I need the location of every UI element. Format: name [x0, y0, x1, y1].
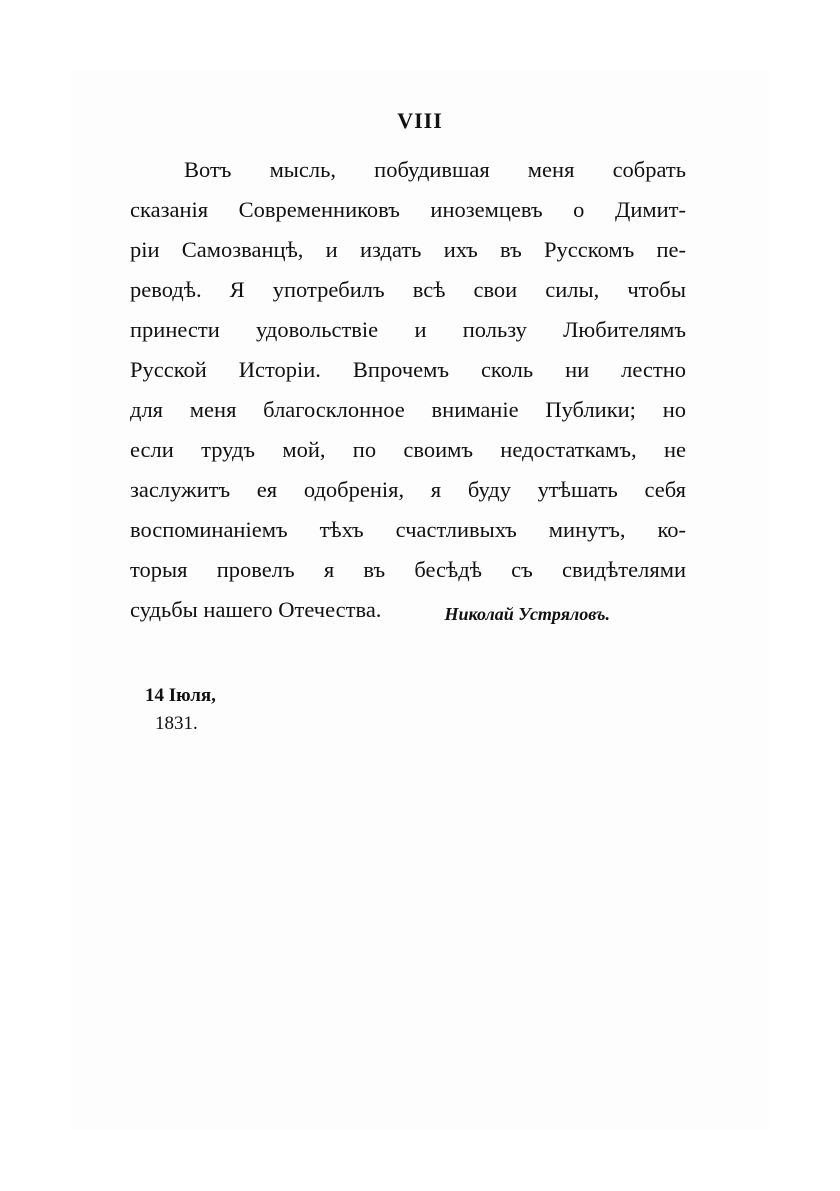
year-text: 1831.	[155, 713, 198, 734]
paragraph-line: сказанія Современниковъ иноземцевъ о Димит-	[130, 197, 686, 222]
paragraph-line: заслужитъ ея одобренія, я буду утѣшать себя	[130, 477, 686, 502]
paragraph-line: Русской Исторіи. Впрочемъ сколь ни лестно	[130, 357, 686, 382]
paragraph-line: для меня благосклонное вниманіе Публики; но	[130, 397, 686, 422]
paragraph-line: если трудъ мой, по своимъ недостаткамъ, не	[130, 437, 686, 462]
paragraph-line: ріи Самозванцѣ, и издать ихъ въ Русскомъ пе-	[130, 237, 686, 262]
preface-paragraph	[130, 150, 686, 630]
paragraph-line: реводѣ. Я употребилъ всѣ свои силы, чтобы	[130, 277, 686, 302]
paragraph-line: судьбы нашего Отечества.	[130, 597, 382, 622]
paragraph-line: торыя провелъ я въ бесѣдѣ съ свидѣтелями	[130, 557, 686, 582]
dateline	[145, 682, 216, 738]
paragraph-line: принести удовольствіе и пользу Любителямъ	[130, 317, 686, 342]
author-signature: Николай Устряловъ.	[444, 604, 610, 624]
page-number: VIII	[397, 108, 443, 133]
paragraph-line: Вотъ мысль, побудившая меня собрать	[184, 157, 686, 182]
date-text: 14 Іюля,	[145, 685, 216, 706]
paragraph-line: воспоминаніемъ тѣхъ счастливыхъ минутъ, ко-	[130, 517, 686, 542]
